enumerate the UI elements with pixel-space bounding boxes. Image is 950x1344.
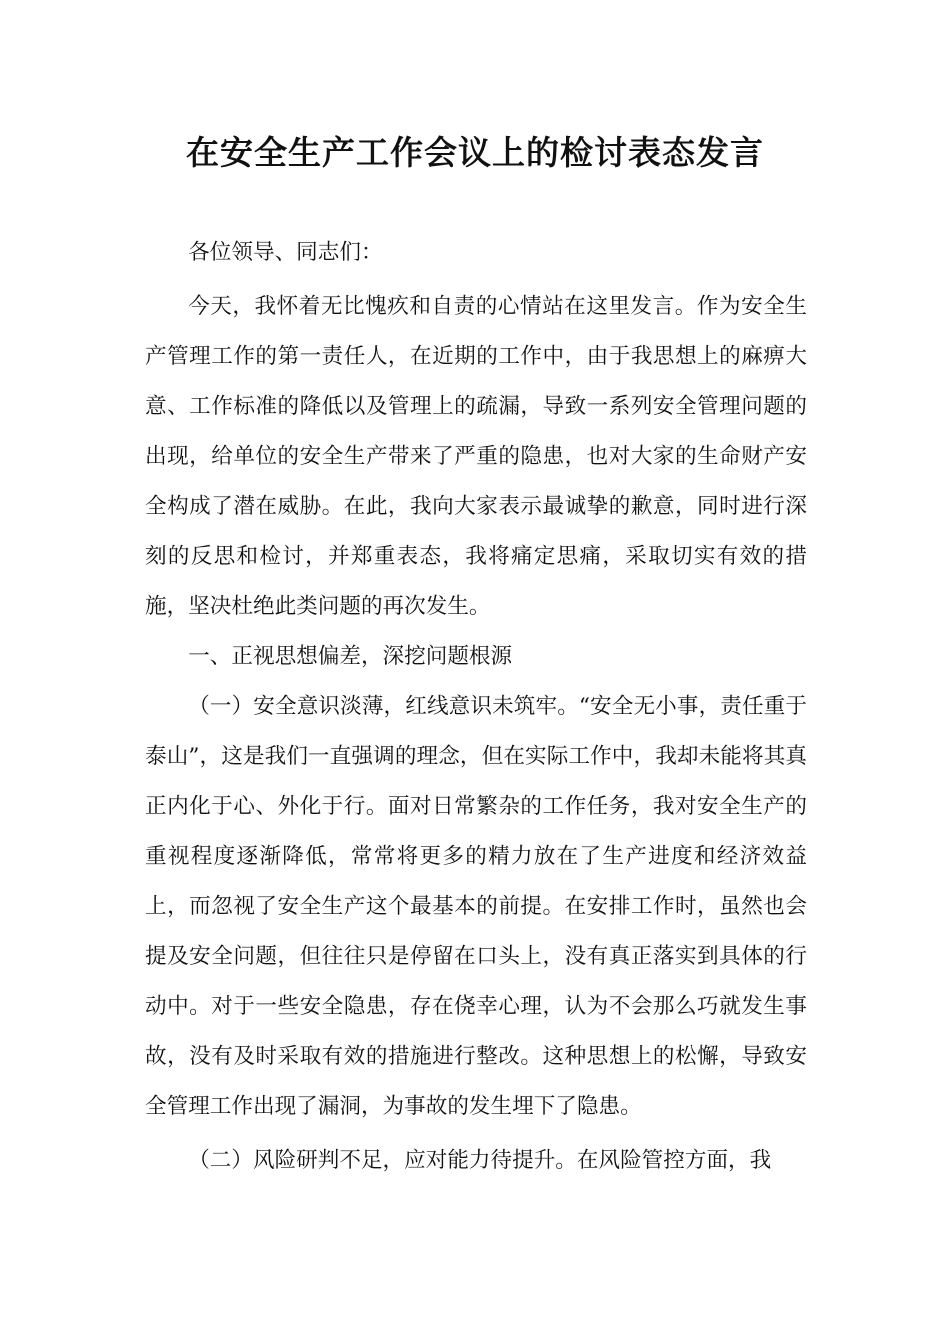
- paragraph-1-1: （一）安全意识淡薄，红线意识未筑牢。“安全无小事，责任重于泰山”，这是我们一直强调的理念，但在实际工作中，我却未能将其真正内化于心、外化于行。面对日常繁杂的工作任务，我对安全生产的重视程度逐渐降低，常常将更多的精力放在了生产进度和经济效益上，而忽视了安全生产这个最基本的前提。在安排工作时，虽然也会提及安全问题，但往往只是停留在口头上，没有真正落实到具体的行动中。对于一些安全隐患，存在侥幸心理，认为不会那么巧就发生事故，没有及时采取有效的措施进行整改。这种思想上的松懈，导致安全管理工作出现了漏洞，为事故的发生埋下了隐患。: [145, 694, 807, 1119]
- paragraph-1-2: （二）风险研判不足，应对能力待提升。在风险管控方面，我: [188, 1148, 772, 1173]
- document-body: [145, 228, 807, 1186]
- document-title: 在安全生产工作会议上的检讨表态发言: [186, 133, 764, 172]
- paragraph-intro: 今天，我怀着无比愧疚和自责的心情站在这里发言。作为安全生产管理工作的第一责任人，在近期的工作中，由于我思想上的麻痹大意、工作标准的降低以及管理上的疏漏，导致一系列安全管理问题的出现，给单位的安全生产带来了严重的隐患，也对大家的生命财产安全构成了潜在威胁。在此，我向大家表示最诚挚的歉意，同时进行深刻的反思和检讨，并郑重表态，我将痛定思痛，采取切实有效的措施，坚决杜绝此类问题的再次发生。: [145, 294, 807, 619]
- salutation: 各位领导、同志们：: [188, 240, 383, 265]
- section-heading-1: 一、正视思想偏差，深挖问题根源: [188, 644, 513, 669]
